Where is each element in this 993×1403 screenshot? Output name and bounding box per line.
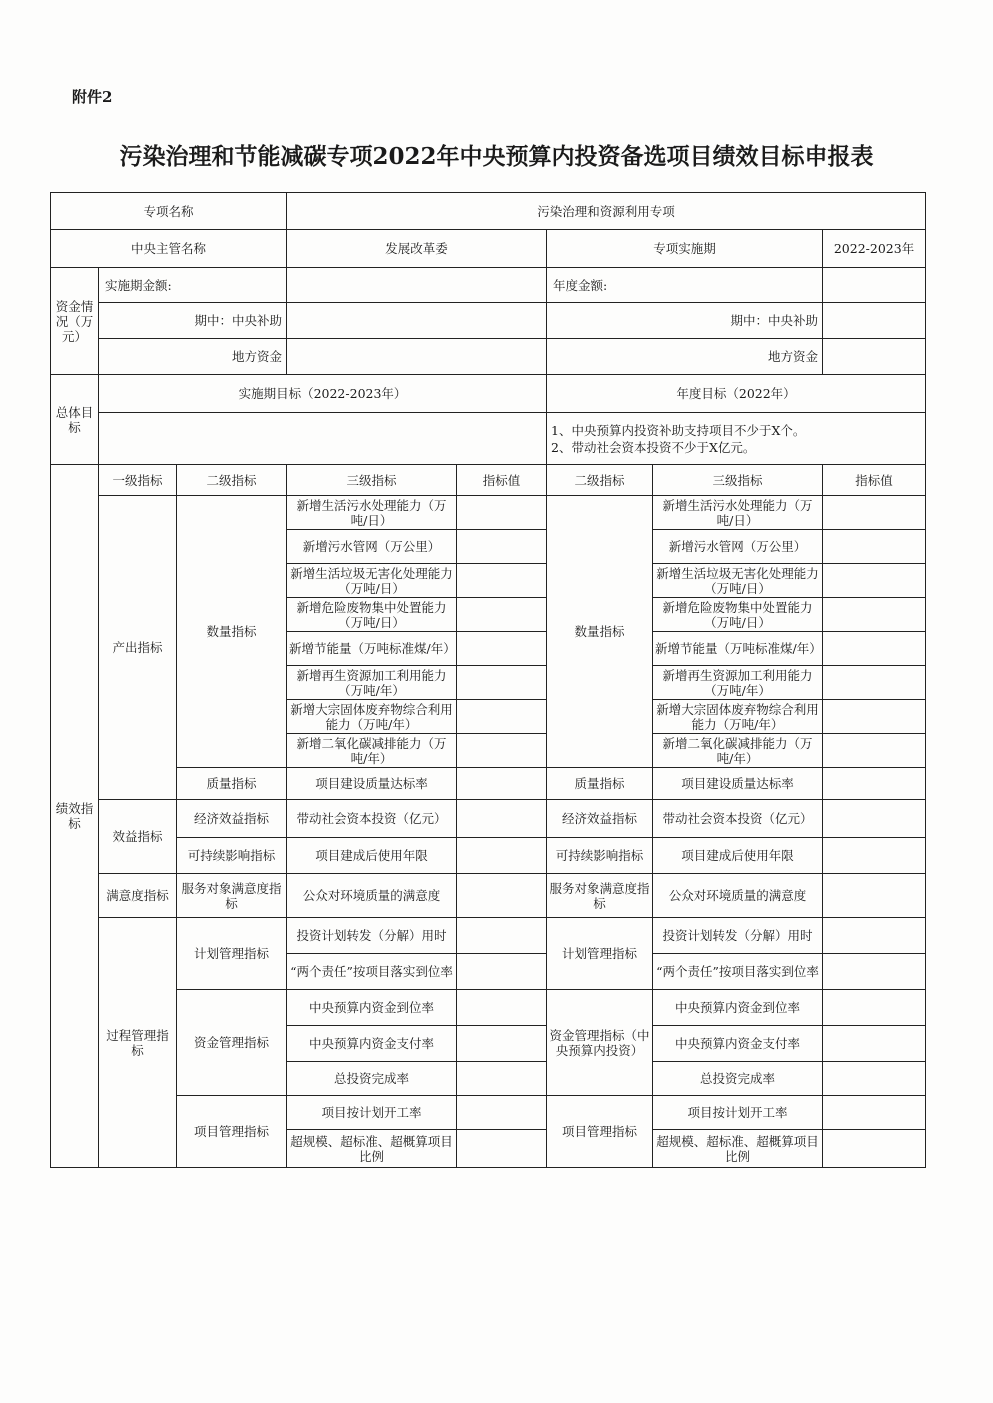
table-row: 项目建设质量达标率 bbox=[287, 768, 457, 800]
value-cell bbox=[823, 954, 926, 990]
table-row: 公众对环境质量的满意度 bbox=[653, 874, 823, 918]
table-row: 新增二氧化碳减排能力（万吨/年） bbox=[287, 734, 457, 768]
table-row: 总投资完成率 bbox=[653, 1062, 823, 1096]
project-mgmt-indicator-label: 项目管理指标 bbox=[177, 1096, 287, 1168]
benefit-indicator-label: 效益指标 bbox=[99, 800, 177, 874]
table-row: 中央预算内资金支付率 bbox=[653, 1026, 823, 1062]
value-cell bbox=[457, 496, 547, 530]
value-cell bbox=[457, 564, 547, 598]
table-row: 中央预算内资金支付率 bbox=[287, 1026, 457, 1062]
period-amount-value bbox=[287, 268, 547, 303]
annual-local-funds-value bbox=[823, 339, 926, 375]
fund-indicator-label-annual: 资金管理指标（中央预算内投资） bbox=[547, 990, 653, 1096]
value-cell bbox=[457, 666, 547, 700]
value-cell bbox=[457, 1026, 547, 1062]
output-indicator-label: 产出指标 bbox=[99, 496, 177, 800]
performance-target-table bbox=[50, 192, 926, 1168]
value-cell bbox=[823, 918, 926, 954]
project-name-label: 专项名称 bbox=[51, 193, 287, 230]
value-cell bbox=[823, 990, 926, 1026]
value-cell bbox=[457, 530, 547, 564]
plan-indicator-label: 计划管理指标 bbox=[177, 918, 287, 990]
table-row: 新增节能量（万吨标准煤/年） bbox=[287, 632, 457, 666]
table-row: 新增节能量（万吨标准煤/年） bbox=[653, 632, 823, 666]
table-row: 项目按计划开工率 bbox=[653, 1096, 823, 1130]
value-cell bbox=[823, 598, 926, 632]
value-cell bbox=[457, 874, 547, 918]
value-cell bbox=[457, 954, 547, 990]
indicators-section-label: 绩效指标 bbox=[51, 465, 99, 1168]
table-row: “两个责任”按项目落实到位率 bbox=[653, 954, 823, 990]
table-row: 新增生活污水处理能力（万吨/日） bbox=[287, 496, 457, 530]
col-header-value: 指标值 bbox=[457, 465, 547, 496]
period-local-funds-label: 地方资金 bbox=[99, 339, 287, 375]
period-local-funds-value bbox=[287, 339, 547, 375]
value-cell bbox=[457, 1062, 547, 1096]
table-row: 新增生活污水处理能力（万吨/日） bbox=[653, 496, 823, 530]
table-row: 新增二氧化碳减排能力（万吨/年） bbox=[653, 734, 823, 768]
value-cell bbox=[457, 768, 547, 800]
value-cell bbox=[823, 800, 926, 838]
funds-section-label: 资金情况（万元） bbox=[51, 268, 99, 375]
project-mgmt-indicator-label-annual: 项目管理指标 bbox=[547, 1096, 653, 1168]
table-row: 新增污水管网（万公里） bbox=[287, 530, 457, 564]
value-cell bbox=[457, 632, 547, 666]
table-row: 中央预算内资金到位率 bbox=[653, 990, 823, 1026]
value-cell bbox=[457, 598, 547, 632]
table-row: 项目按计划开工率 bbox=[287, 1096, 457, 1130]
plan-indicator-label-annual: 计划管理指标 bbox=[547, 918, 653, 990]
value-cell bbox=[457, 918, 547, 954]
economic-indicator-label-annual: 经济效益指标 bbox=[547, 800, 653, 838]
table-row: 中央预算内资金到位率 bbox=[287, 990, 457, 1026]
table-row: 投资计划转发（分解）用时 bbox=[653, 918, 823, 954]
value-cell bbox=[457, 838, 547, 874]
value-cell bbox=[823, 1130, 926, 1168]
period-label: 专项实施期 bbox=[547, 230, 823, 268]
value-cell bbox=[823, 1096, 926, 1130]
process-indicator-label: 过程管理指标 bbox=[99, 918, 177, 1168]
table-row: 项目建成后使用年限 bbox=[287, 838, 457, 874]
col-header-level2: 二级指标 bbox=[177, 465, 287, 496]
service-satisfaction-label-annual: 服务对象满意度指标 bbox=[547, 874, 653, 918]
table-row: 超规模、超标准、超概算项目比例 bbox=[287, 1130, 457, 1168]
table-row: 公众对环境质量的满意度 bbox=[287, 874, 457, 918]
period-goal-value bbox=[99, 413, 547, 465]
value-cell bbox=[823, 1062, 926, 1096]
annual-local-funds-label: 地方资金 bbox=[547, 339, 823, 375]
col-header-level3-annual: 三级指标 bbox=[653, 465, 823, 496]
project-name-value: 污染治理和资源利用专项 bbox=[287, 193, 926, 230]
table-row: 投资计划转发（分解）用时 bbox=[287, 918, 457, 954]
sustainable-indicator-label: 可持续影响指标 bbox=[177, 838, 287, 874]
value-cell bbox=[457, 1130, 547, 1168]
value-cell bbox=[823, 700, 926, 734]
value-cell bbox=[823, 1026, 926, 1062]
value-cell bbox=[457, 700, 547, 734]
col-header-level3: 三级指标 bbox=[287, 465, 457, 496]
value-cell bbox=[823, 632, 926, 666]
quantity-indicator-label-annual: 数量指标 bbox=[547, 496, 653, 768]
economic-indicator-label: 经济效益指标 bbox=[177, 800, 287, 838]
annual-goal-line: 1、中央预算内投资补助支持项目不少于X个。 bbox=[551, 422, 806, 438]
table-row: 新增生活垃圾无害化处理能力（万吨/日） bbox=[287, 564, 457, 598]
table-row: 总投资完成率 bbox=[287, 1062, 457, 1096]
table-row: 新增污水管网（万公里） bbox=[653, 530, 823, 564]
period-value: 2022-2023年 bbox=[823, 230, 926, 268]
table-row: 新增危险废物集中处置能力（万吨/日） bbox=[287, 598, 457, 632]
period-central-subsidy-label: 期中：中央补助 bbox=[99, 303, 287, 339]
value-cell bbox=[457, 734, 547, 768]
period-goal-label: 实施期目标（2022-2023年） bbox=[99, 375, 547, 413]
quality-indicator-label: 质量指标 bbox=[177, 768, 287, 800]
col-header-level2-annual: 二级指标 bbox=[547, 465, 653, 496]
table-row: “两个责任”按项目落实到位率 bbox=[287, 954, 457, 990]
table-row: 新增大宗固体废弃物综合利用能力（万吨/年） bbox=[653, 700, 823, 734]
value-cell bbox=[457, 1096, 547, 1130]
period-central-subsidy-value bbox=[287, 303, 547, 339]
value-cell bbox=[823, 734, 926, 768]
value-cell bbox=[823, 496, 926, 530]
satisfaction-indicator-label: 满意度指标 bbox=[99, 874, 177, 918]
value-cell bbox=[823, 530, 926, 564]
value-cell bbox=[823, 564, 926, 598]
annual-goal-label: 年度目标（2022年） bbox=[547, 375, 926, 413]
table-row: 新增再生资源加工利用能力（万吨/年） bbox=[653, 666, 823, 700]
service-satisfaction-label: 服务对象满意度指标 bbox=[177, 874, 287, 918]
table-row: 带动社会资本投资（亿元） bbox=[287, 800, 457, 838]
table-row: 新增生活垃圾无害化处理能力（万吨/日） bbox=[653, 564, 823, 598]
value-cell bbox=[457, 990, 547, 1026]
value-cell bbox=[823, 666, 926, 700]
value-cell bbox=[823, 838, 926, 874]
table-row: 项目建设质量达标率 bbox=[653, 768, 823, 800]
quality-indicator-label-annual: 质量指标 bbox=[547, 768, 653, 800]
table-row: 新增再生资源加工利用能力（万吨/年） bbox=[287, 666, 457, 700]
col-header-value-annual: 指标值 bbox=[823, 465, 926, 496]
fund-indicator-label: 资金管理指标 bbox=[177, 990, 287, 1096]
overall-goal-label: 总体目标 bbox=[51, 375, 99, 465]
annual-amount-value bbox=[823, 268, 926, 303]
annual-goal-value bbox=[547, 413, 926, 465]
table-row: 超规模、超标准、超概算项目比例 bbox=[653, 1130, 823, 1168]
sustainable-indicator-label-annual: 可持续影响指标 bbox=[547, 838, 653, 874]
value-cell bbox=[457, 800, 547, 838]
annual-goal-line: 2、带动社会资本投资不少于X亿元。 bbox=[551, 439, 756, 455]
page-title: 污染治理和节能减碳专项2022年中央预算内投资备选项目绩效目标申报表 bbox=[119, 143, 874, 170]
value-cell bbox=[823, 874, 926, 918]
col-header-level1: 一级指标 bbox=[99, 465, 177, 496]
quantity-indicator-label: 数量指标 bbox=[177, 496, 287, 768]
table-row: 项目建成后使用年限 bbox=[653, 838, 823, 874]
table-row: 新增大宗固体废弃物综合利用能力（万吨/年） bbox=[287, 700, 457, 734]
authority-value: 发展改革委 bbox=[287, 230, 547, 268]
value-cell bbox=[823, 768, 926, 800]
annual-amount-label: 年度金额: bbox=[547, 268, 823, 303]
attachment-label: 附件2 bbox=[72, 88, 113, 106]
annual-central-subsidy-value bbox=[823, 303, 926, 339]
annual-central-subsidy-label: 期中：中央补助 bbox=[547, 303, 823, 339]
table-row: 新增危险废物集中处置能力（万吨/日） bbox=[653, 598, 823, 632]
table-row: 带动社会资本投资（亿元） bbox=[653, 800, 823, 838]
period-amount-label: 实施期金额: bbox=[99, 268, 287, 303]
authority-label: 中央主管名称 bbox=[51, 230, 287, 268]
